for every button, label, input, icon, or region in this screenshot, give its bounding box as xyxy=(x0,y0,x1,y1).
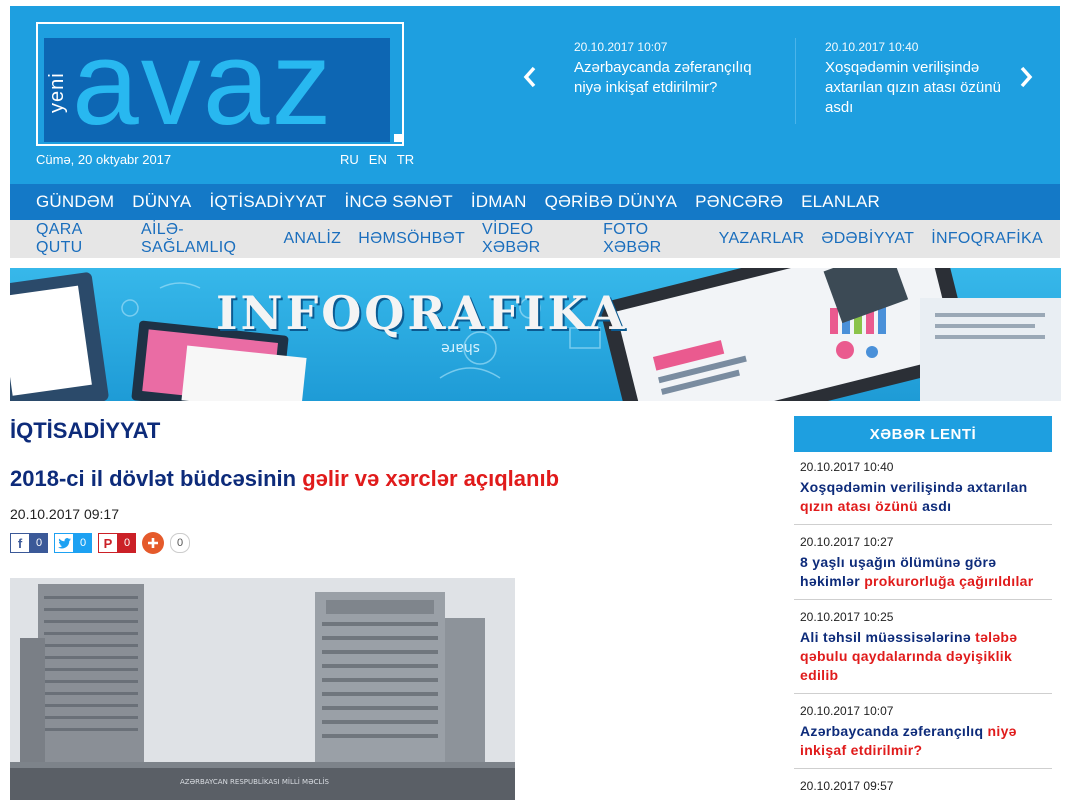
twitter-bird-icon xyxy=(58,538,71,549)
nav-gundem[interactable]: GÜNDƏM xyxy=(36,192,115,211)
article-title xyxy=(10,466,559,492)
news-headline-highlight: tələbə qəbulu qaydalarında dəyişiklik edilib xyxy=(800,629,1018,683)
news-headline xyxy=(800,553,1046,591)
chevron-right-icon xyxy=(1018,66,1034,88)
building-sign: AZƏRBAYCAN RESPUBLİKASI MİLLİ MƏCLİS xyxy=(180,778,329,786)
subnav-aile-saglamliq[interactable]: AİLƏ-SAĞLAMLIQ xyxy=(141,221,237,256)
news-headline-part3: asdı xyxy=(917,498,952,514)
nav-idman[interactable]: İDMAN xyxy=(470,192,527,211)
banner-title: INFOQRAFIKA xyxy=(216,286,628,340)
subnav-analiz[interactable]: ANALİZ xyxy=(283,230,342,247)
ticker-headline: Azərbaycanda zəferançılıq niyə inkişaf etdirilmir? xyxy=(574,59,752,96)
nav-iqtisadiyyat[interactable]: İQTİSADİYYAT xyxy=(209,192,327,211)
main-nav xyxy=(10,184,1060,220)
logo-brand: avaz xyxy=(72,16,334,150)
share-bar xyxy=(10,532,190,554)
news-time: 20.10.2017 10:27 xyxy=(800,535,894,549)
news-item[interactable] xyxy=(794,777,1052,801)
article-title-part2: gəlir və xərclər açıqlanıb xyxy=(302,466,560,491)
infographic-banner[interactable] xyxy=(10,268,1061,401)
parliament-building-illustration xyxy=(10,578,515,800)
news-item[interactable] xyxy=(794,702,1052,769)
news-item[interactable] xyxy=(794,458,1052,525)
news-headline xyxy=(800,722,1046,760)
nav-dunya[interactable]: DÜNYA xyxy=(132,192,192,211)
lang-tr[interactable]: TR xyxy=(396,152,415,167)
twitter-count: 0 xyxy=(74,533,92,553)
nav-geribe-dunya[interactable]: QƏRİBƏ DÜNYA xyxy=(544,192,678,211)
subnav-foto-xeber[interactable]: FOTO XƏBƏR xyxy=(603,221,662,256)
banner-doodle-text: share xyxy=(441,340,480,356)
facebook-count: 0 xyxy=(30,533,48,553)
news-time: 20.10.2017 10:25 xyxy=(800,610,894,624)
news-item[interactable] xyxy=(794,608,1052,694)
news-headline-part1: 8 yaşlı uşağın ölümünə görə həkimlər xyxy=(800,554,997,589)
article-title-part1: 2018-ci il dövlət büdcəsinin xyxy=(10,466,303,491)
subnav-video-xeber[interactable]: VİDEO XƏBƏR xyxy=(482,221,541,256)
ticker-next-button[interactable] xyxy=(1018,64,1034,94)
ticker-headline: Xoşqədəmin verilişində axtarılan qızın atası özünü asdı xyxy=(825,59,1001,116)
logo-prefix: yeni xyxy=(46,72,68,114)
ticker-item[interactable] xyxy=(574,40,774,98)
lang-en[interactable]: EN xyxy=(368,152,387,167)
news-headline xyxy=(800,628,1046,685)
pinterest-count: 0 xyxy=(118,533,136,553)
news-headline-highlight: niyə inkişaf etdirilmir? xyxy=(800,723,1017,758)
pinterest-share-button[interactable] xyxy=(98,532,136,554)
news-headline-highlight: prokurorluğa çağırıldılar xyxy=(864,573,1034,589)
news-feed-title: XƏBƏR LENTİ xyxy=(794,416,1052,452)
subnav-edebiyyat[interactable]: ƏDƏBİYYAT xyxy=(821,230,915,247)
nav-elanlar[interactable]: ELANLAR xyxy=(801,192,880,211)
news-time: 20.10.2017 09:57 xyxy=(800,779,894,793)
ticker-time: 20.10.2017 10:40 xyxy=(825,40,919,54)
logo-corner-mark xyxy=(394,134,402,142)
news-item[interactable] xyxy=(794,533,1052,600)
news-time: 20.10.2017 10:07 xyxy=(800,704,894,718)
twitter-icon xyxy=(54,533,74,553)
news-headline-highlight: qızın atası özünü xyxy=(800,498,918,514)
ticker-time: 20.10.2017 10:07 xyxy=(574,40,668,54)
ticker-separator xyxy=(795,38,796,124)
header-date: Cümə, 20 oktyabr 2017 xyxy=(36,152,172,167)
site-header xyxy=(10,6,1060,211)
news-headline xyxy=(800,478,1046,516)
article-date: 20.10.2017 09:17 xyxy=(10,506,119,522)
site-logo[interactable] xyxy=(36,16,404,150)
nav-pencere[interactable]: PƏNCƏRƏ xyxy=(695,192,784,211)
article-photo xyxy=(10,578,515,800)
more-share-button[interactable] xyxy=(142,532,164,554)
share-total-count: 0 xyxy=(170,533,190,553)
subnav-qara-qutu[interactable]: QARA QUTU xyxy=(36,221,83,256)
lang-ru[interactable]: RU xyxy=(340,152,359,167)
twitter-share-button[interactable] xyxy=(54,532,92,554)
subnav-infoqrafika[interactable]: İNFOQRAFİKA xyxy=(931,230,1043,247)
plus-icon xyxy=(147,537,159,549)
subnav-yazarlar[interactable]: YAZARLAR xyxy=(718,230,805,247)
sub-nav xyxy=(10,220,1060,258)
ticker-item[interactable] xyxy=(825,40,1005,118)
news-feed-list xyxy=(794,458,1052,809)
chevron-left-icon xyxy=(522,66,538,88)
ticker-prev-button[interactable] xyxy=(522,64,538,94)
news-headline-part1: Ali təhsil müəssisələrinə xyxy=(800,629,976,645)
pinterest-icon: P xyxy=(98,533,118,553)
language-switcher xyxy=(340,152,414,167)
news-headline-part1: Xoşqədəmin verilişində axtarılan xyxy=(800,479,1028,495)
facebook-icon: f xyxy=(10,533,30,553)
section-title[interactable]: İQTİSADİYYAT xyxy=(10,418,161,443)
news-time: 20.10.2017 10:40 xyxy=(800,460,894,474)
news-headline-part1: Azərbaycanda zəferançılıq xyxy=(800,723,988,739)
subnav-hemsohbet[interactable]: HƏMSÖHBƏT xyxy=(358,230,466,247)
nav-ince-senet[interactable]: İNCƏ SƏNƏT xyxy=(344,192,453,211)
facebook-share-button[interactable] xyxy=(10,532,48,554)
